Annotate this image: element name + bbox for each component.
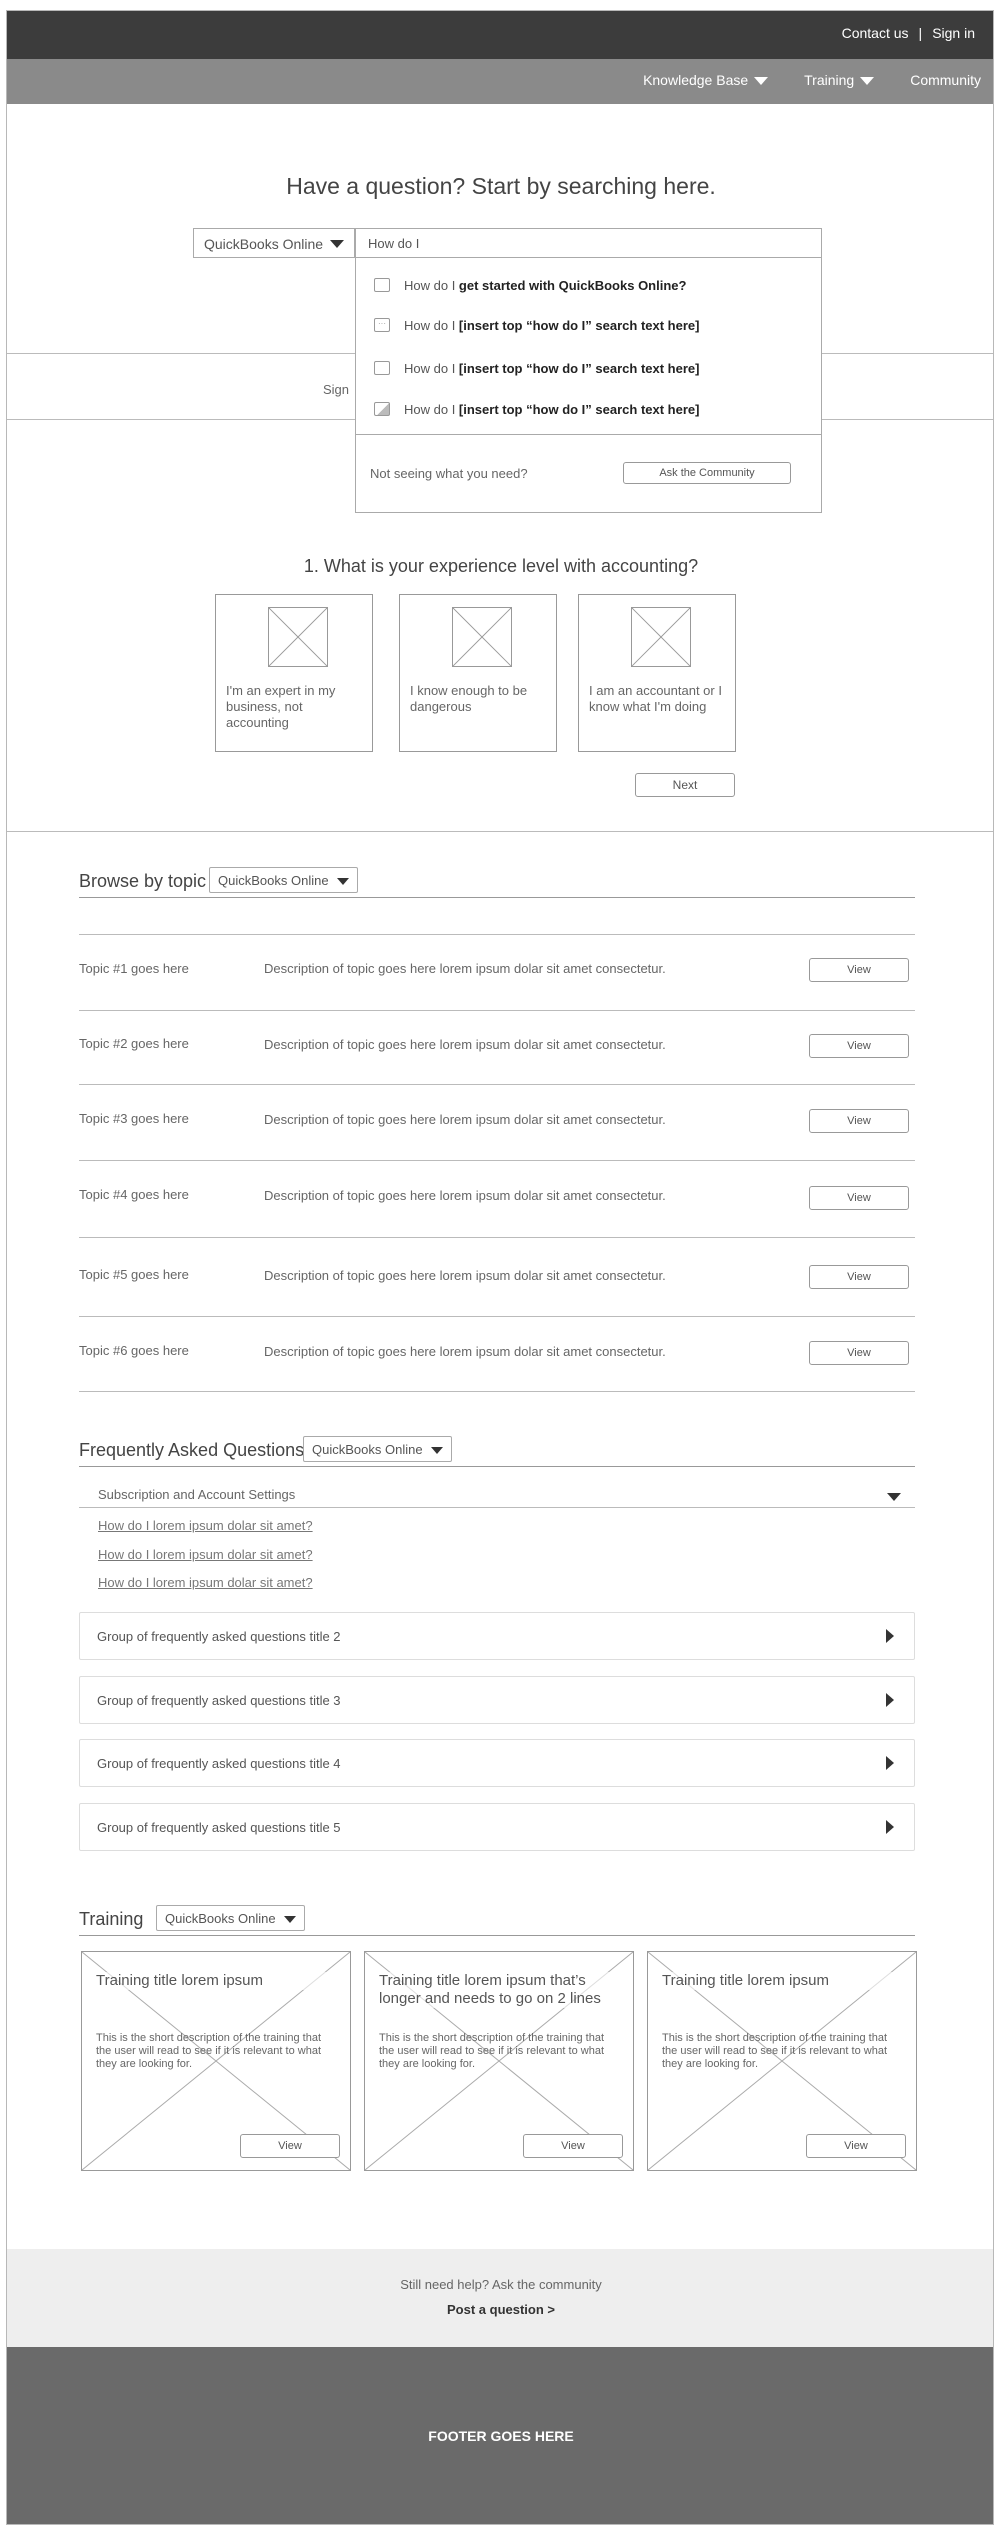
topic-name: Topic #5 goes here — [79, 1267, 189, 1282]
faq-title: Frequently Asked Questions — [79, 1440, 305, 1460]
chevron-right-icon — [886, 1693, 894, 1707]
faq-product-select-value: QuickBooks Online — [312, 1442, 423, 1457]
next-button[interactable]: Next — [635, 773, 735, 797]
nav-community[interactable]: Community — [910, 72, 981, 88]
topic-view-button[interactable]: View — [809, 1109, 909, 1133]
browse-product-select-value: QuickBooks Online — [218, 873, 329, 888]
faq-question-link[interactable]: How do I lorem ipsum dolar sit amet? — [98, 1518, 313, 1533]
suggestion-prefix: How do I — [404, 278, 459, 293]
experience-option-card[interactable] — [399, 594, 557, 752]
topic-name: Topic #4 goes here — [79, 1187, 189, 1202]
faq-question-link[interactable]: How do I lorem ipsum dolar sit amet? — [98, 1575, 313, 1590]
suggestion-prefix: How do I — [404, 361, 459, 376]
training-card-title: Training title lorem ipsum that’s longer and needs to go on 2 lines — [379, 1972, 619, 2008]
row-divider — [79, 1316, 915, 1317]
suggestion-prefix: How do I — [404, 402, 459, 417]
topic-name: Topic #1 goes here — [79, 961, 189, 976]
ask-community-button[interactable]: Ask the Community — [623, 462, 791, 484]
section-underline — [79, 1466, 915, 1467]
faq-group-title: Group of frequently asked questions title 4 — [97, 1756, 341, 1771]
experience-option-label: I know enough to be dangerous — [410, 683, 528, 714]
nav-training-label: Training — [804, 72, 855, 88]
chevron-down-icon — [330, 240, 344, 248]
topic-desc: Description of topic goes here lorem ipsum dolar sit amet consectetur. — [264, 1112, 666, 1127]
topic-desc: Description of topic goes here lorem ipsum dolar sit amet consectetur. — [264, 1037, 666, 1052]
footer: FOOTER GOES HERE — [7, 2347, 994, 2525]
contact-us-link[interactable]: Contact us — [841, 25, 909, 41]
faq-group[interactable] — [79, 1676, 915, 1724]
training-card[interactable] — [647, 1951, 917, 2171]
training-card[interactable] — [81, 1951, 351, 2171]
topic-desc: Description of topic goes here lorem ipsum dolar sit amet consectetur. — [264, 1188, 666, 1203]
faq-group-title: Group of frequently asked questions title 3 — [97, 1693, 341, 1708]
topic-desc: Description of topic goes here lorem ipsum dolar sit amet consectetur. — [264, 1268, 666, 1283]
browse-product-select[interactable] — [209, 867, 358, 893]
faq-group-title: Group of frequently asked questions title 5 — [97, 1820, 341, 1835]
training-product-select[interactable] — [156, 1905, 305, 1931]
chevron-right-icon — [886, 1629, 894, 1643]
row-divider — [79, 1160, 915, 1161]
row-divider — [79, 1237, 915, 1238]
training-card-title: Training title lorem ipsum — [96, 1972, 336, 1990]
suggestion-bold: get started with QuickBooks Online? — [458, 278, 687, 293]
divider — [7, 831, 994, 832]
chat-bubble-icon — [374, 278, 390, 292]
topic-view-button[interactable]: View — [809, 958, 909, 982]
training-card-title: Training title lorem ipsum — [662, 1972, 902, 1990]
training-card-desc: This is the short description of the training that the user will read to see if it is relevant to what they are looking for. — [96, 2032, 322, 2070]
help-text: Still need help? Ask the community — [400, 2277, 602, 2292]
not-seeing-text: Not seeing what you need? — [370, 466, 528, 481]
image-placeholder-icon — [268, 607, 328, 667]
sign-in-link[interactable]: Sign in — [932, 25, 975, 41]
experience-option-card[interactable] — [215, 594, 373, 752]
section-underline — [79, 1935, 915, 1936]
suggestion-bold: [insert top “how do I” search text here] — [458, 402, 700, 417]
topic-name: Topic #6 goes here — [79, 1343, 189, 1358]
topic-name: Topic #2 goes here — [79, 1036, 189, 1051]
suggestion-prefix: How do I — [404, 318, 459, 333]
help-band — [7, 2249, 994, 2347]
topic-view-button[interactable]: View — [809, 1186, 909, 1210]
faq-group-title: Group of frequently asked questions title 2 — [97, 1629, 341, 1644]
training-title: Training — [79, 1909, 144, 1929]
page — [6, 10, 994, 2525]
faq-group[interactable] — [79, 1612, 915, 1660]
training-product-select-value: QuickBooks Online — [165, 1911, 276, 1926]
row-divider — [79, 934, 915, 935]
suggestion-item[interactable] — [356, 316, 821, 336]
hero-product-select-value: QuickBooks Online — [204, 236, 324, 252]
nav-knowledge-base-label: Knowledge Base — [643, 72, 749, 88]
header-separator: | — [918, 25, 923, 41]
chevron-down-icon — [754, 77, 768, 85]
suggestion-item[interactable] — [356, 276, 821, 296]
quiz-title: 1. What is your experience level with accounting? — [303, 556, 699, 576]
topic-view-button[interactable]: View — [809, 1341, 909, 1365]
nav-knowledge-base[interactable] — [643, 72, 768, 88]
hero-product-select[interactable] — [193, 228, 355, 258]
dropdown-divider — [356, 434, 821, 435]
faq-open-group-title: Subscription and Account Settings — [98, 1487, 296, 1502]
topic-desc: Description of topic goes here lorem ipsum dolar sit amet consectetur. — [264, 1344, 666, 1359]
training-view-button[interactable]: View — [806, 2134, 906, 2158]
topic-desc: Description of topic goes here lorem ipsum dolar sit amet consectetur. — [264, 961, 666, 976]
chevron-right-icon — [886, 1756, 894, 1770]
image-placeholder-icon — [631, 607, 691, 667]
experience-option-label: I'm an expert in my business, not accounting — [226, 683, 336, 730]
post-question-link[interactable]: Post a question > — [447, 2302, 555, 2317]
faq-product-select[interactable] — [303, 1436, 452, 1462]
comment-dots-icon: ··· — [374, 318, 390, 332]
row-divider — [79, 1010, 915, 1011]
suggestion-bold: [insert top “how do I” search text here] — [458, 318, 700, 333]
chat-bubble-icon — [374, 361, 390, 375]
chevron-down-icon — [337, 878, 349, 885]
top-bar — [7, 11, 994, 59]
chevron-right-icon — [886, 1820, 894, 1834]
faq-question-link[interactable]: How do I lorem ipsum dolar sit amet? — [98, 1547, 313, 1562]
training-card[interactable] — [364, 1951, 634, 2171]
training-view-button[interactable]: View — [240, 2134, 340, 2158]
topic-view-button[interactable]: View — [809, 1265, 909, 1289]
row-divider — [79, 1507, 915, 1508]
faq-group[interactable] — [79, 1803, 915, 1851]
chevron-down-icon — [860, 77, 874, 85]
suggestion-item[interactable] — [356, 359, 821, 379]
sign-in-prompt: Sign — [323, 382, 350, 397]
suggestion-bold: [insert top “how do I” search text here] — [458, 361, 700, 376]
row-divider — [79, 1084, 915, 1085]
chevron-down-icon — [284, 1916, 296, 1923]
browse-title: Browse by topic — [79, 871, 207, 891]
suggestion-item[interactable] — [356, 400, 821, 420]
training-view-button[interactable]: View — [523, 2134, 623, 2158]
training-card-desc: This is the short description of the training that the user will read to see if it is relevant to what they are looking for. — [662, 2032, 888, 2070]
row-divider — [79, 1391, 915, 1392]
search-suggestions-dropdown — [355, 257, 822, 513]
experience-option-card[interactable] — [578, 594, 736, 752]
search-input[interactable]: How do I — [355, 228, 822, 258]
faq-group[interactable] — [79, 1739, 915, 1787]
chevron-down-icon — [887, 1493, 901, 1501]
chevron-down-icon — [431, 1447, 443, 1454]
training-card-desc: This is the short description of the training that the user will read to see if it is relevant to what they are looking for. — [379, 2032, 605, 2070]
image-placeholder-icon — [452, 607, 512, 667]
section-underline — [79, 897, 915, 898]
experience-option-label: I am an accountant or I know what I'm doing — [589, 683, 722, 714]
topic-view-button[interactable]: View — [809, 1034, 909, 1058]
hero-title: Have a question? Start by searching here. — [286, 173, 716, 199]
main-nav — [7, 59, 994, 104]
image-icon — [374, 402, 390, 416]
topic-name: Topic #3 goes here — [79, 1111, 189, 1126]
nav-training[interactable] — [804, 72, 874, 88]
